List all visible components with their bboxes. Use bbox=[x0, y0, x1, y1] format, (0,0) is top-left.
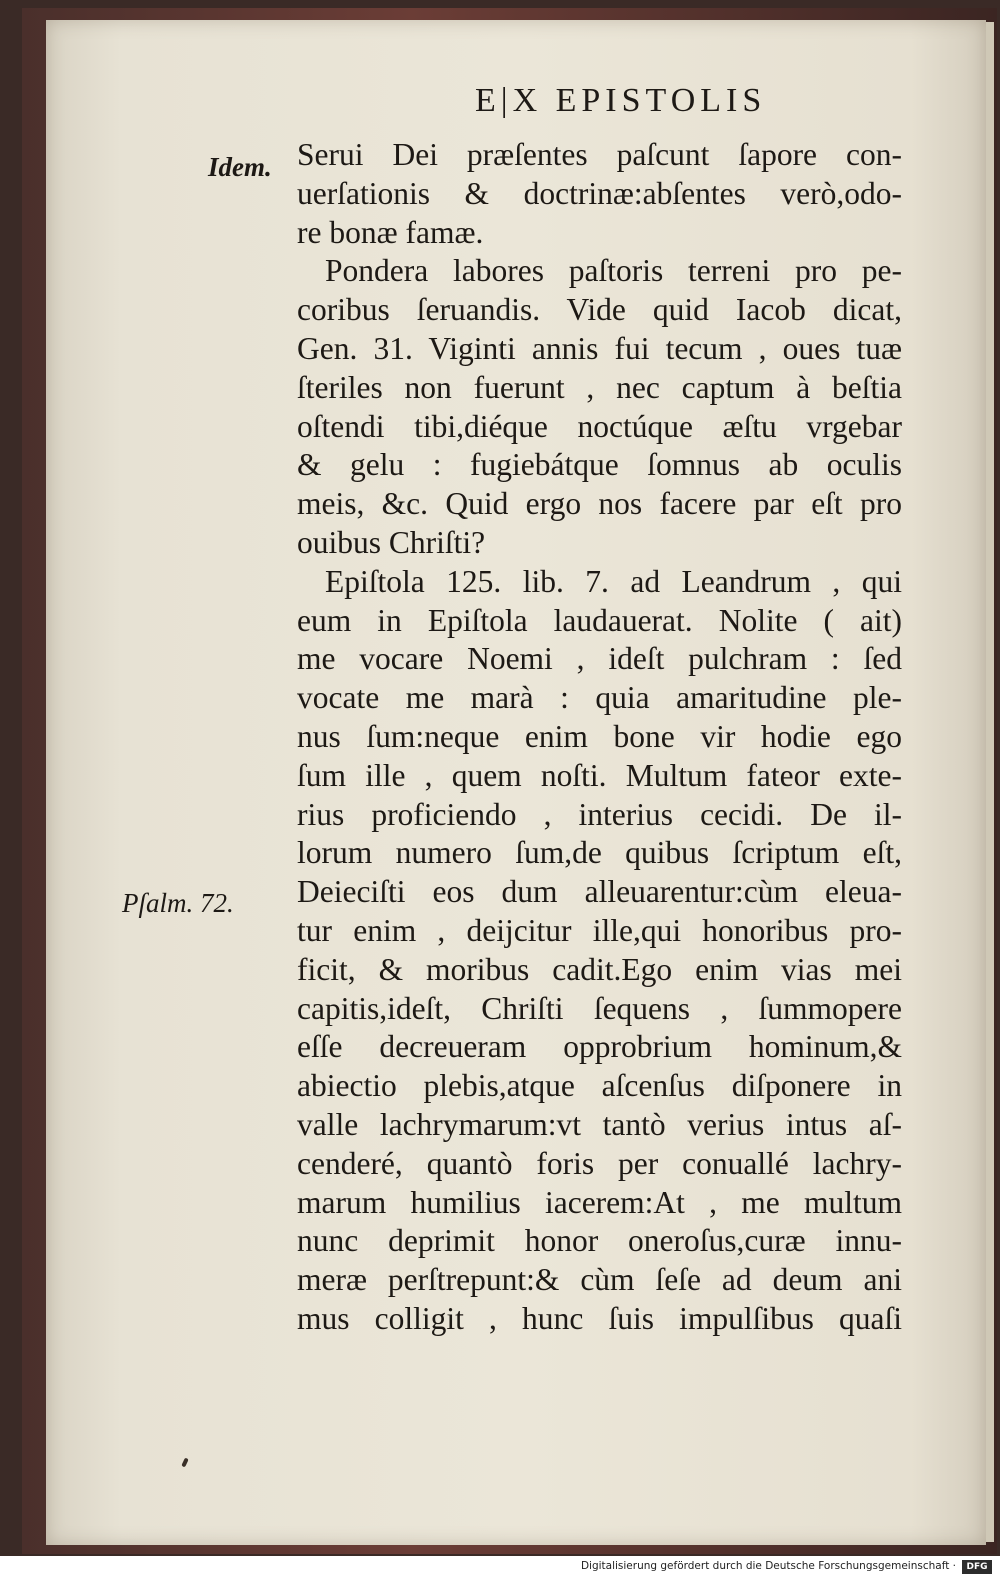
text-line: Serui Dei præſentes paſcunt ſapore con- bbox=[297, 137, 902, 172]
text-line: abiectio plebis,atque aſcenſus diſponere in bbox=[297, 1068, 902, 1104]
text-line: meræ perſtrepunt:& cùm ſeſe ad deum ani bbox=[297, 1262, 902, 1298]
text-line: nus ſum:neque enim bone vir hodie ego bbox=[297, 718, 902, 754]
text-line: cenderé, quantò foris per conuallé lachry- bbox=[297, 1145, 902, 1181]
marginal-note-idem: Idem. bbox=[208, 152, 272, 182]
text-line: coribus ſeruandis. Vide quid Iacob dicat, bbox=[297, 292, 902, 328]
text-line: nunc deprimit honor oneroſus,curæ innu- bbox=[297, 1223, 902, 1259]
dfg-logo: DFG bbox=[962, 1560, 992, 1574]
text-line: rius proficiendo , interius cecidi. De il- bbox=[297, 796, 902, 832]
footer-bar bbox=[0, 1556, 1000, 1580]
text-line: oſtendi tibi,diéque noctúque æſtu vrgebar bbox=[297, 408, 902, 444]
text-line: Epiſtola 125. lib. 7. ad Leandrum , qui bbox=[325, 563, 902, 599]
marginal-note-psalm: Pſalm. 72. bbox=[122, 888, 234, 918]
page-edge bbox=[986, 22, 994, 1542]
text-line: me vocare Noemi , ideſt pulchram : ſed bbox=[297, 641, 902, 677]
text-line: eſſe decreueram opprobrium hominum,& bbox=[297, 1029, 902, 1065]
text-line: Gen. 31. Viginti annis fui tecum , oues tuæ bbox=[297, 330, 902, 366]
text-line: vocate me marà : quia amaritudine ple- bbox=[297, 680, 902, 716]
text-line: lorum numero ſum,de quibus ſcriptum eſt, bbox=[297, 835, 902, 871]
funding-credit: Digitalisierung gefördert durch die Deutsche Forschungsgemeinschaft · bbox=[580, 1560, 956, 1572]
text-line: mus colligit , hunc ſuis impulſibus quaſi bbox=[297, 1300, 902, 1336]
text-line: marum humilius iacerem:At , me multum bbox=[297, 1184, 902, 1220]
text-line: ouibus Chriſti? bbox=[297, 524, 486, 560]
text-line: ficit, & moribus cadit.Ego enim vias mei bbox=[297, 951, 902, 987]
running-head: E|X EPISTOLIS bbox=[475, 82, 767, 119]
text-line: uerſationis & doctrinæ:abſentes verò,odo- bbox=[297, 175, 902, 211]
text-line: meis, &c. Quid ergo nos facere par eſt pro bbox=[297, 486, 902, 522]
text-line: re bonæ famæ. bbox=[297, 214, 484, 250]
text-line: valle lachrymarum:vt tantò verius intus aſ- bbox=[297, 1106, 902, 1142]
text-line: ſum ille , quem noſti. Multum fateor exte- bbox=[297, 757, 902, 793]
text-line: ſteriles non fuerunt , nec captum à beſtia bbox=[297, 369, 902, 405]
text-line: Pondera labores paſtoris terreni pro pe- bbox=[325, 253, 902, 289]
text-line: eum in Epiſtola laudauerat. Nolite ( ait) bbox=[297, 602, 902, 638]
text-line: capitis,ideſt, Chriſti ſequens , ſummopere bbox=[297, 990, 902, 1026]
text-line: & gelu : fugiebátque ſomnus ab oculis bbox=[297, 447, 902, 483]
text-line: Deieciſti eos dum alleuarentur:cùm eleua- bbox=[297, 874, 902, 910]
text-line: tur enim , deijcitur ille,qui honoribus pro- bbox=[297, 912, 902, 948]
body-text bbox=[297, 136, 902, 1339]
